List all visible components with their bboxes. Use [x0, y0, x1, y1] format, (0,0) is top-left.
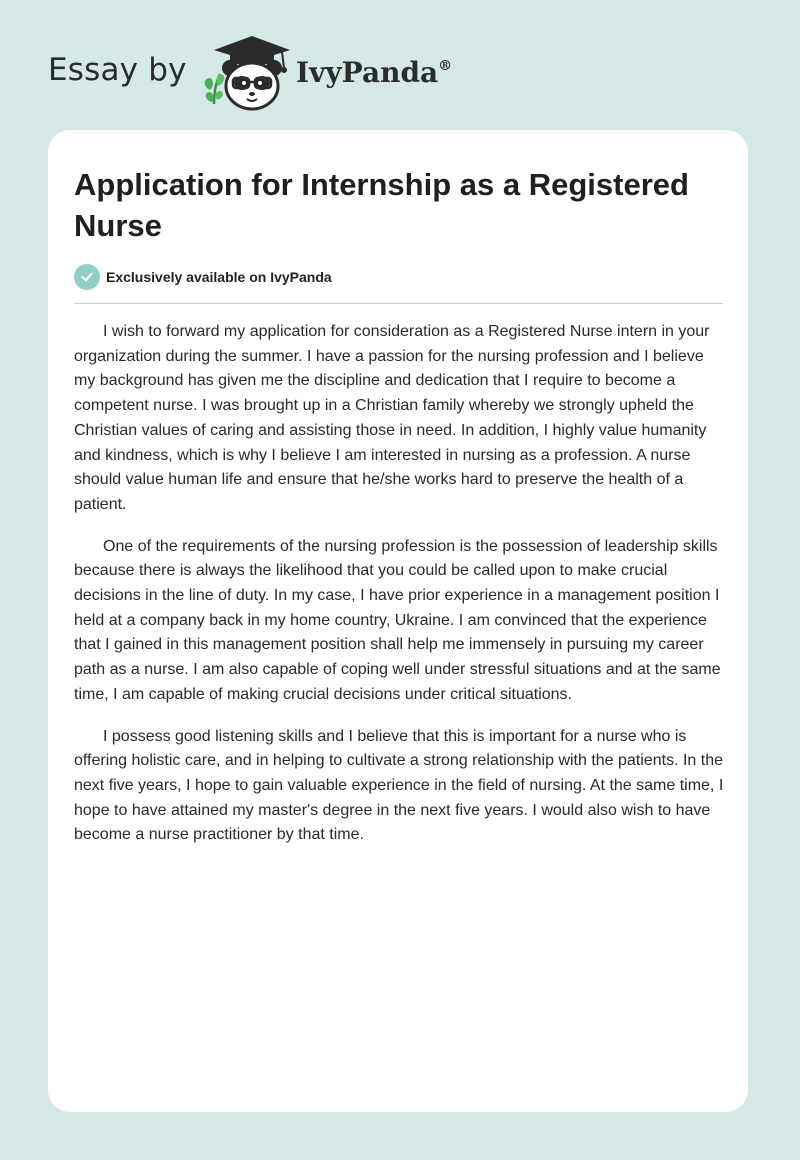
page-title: Application for Internship as a Registered Nurse [74, 167, 689, 243]
panda-graduate-icon[interactable] [200, 34, 294, 112]
essay-body [74, 320, 724, 865]
site-header [48, 34, 508, 114]
paragraph: One of the requirements of the nursing profession is the possession of leadership skills because there is always the likelihood that you could be called upon to make crucial decisions in the line of duty. In my case, I have prior experience in a management position I held at a company back in my home country, Ukraine. I am convinced that the experience that I gained in this management position shall help me immensely in pursuing my career path as a nurse. I am also capable of coping well under stressful situations and at the same time, I am capable of making crucial decisions under critical situations. [74, 537, 721, 703]
paragraph: I wish to forward my application for consideration as a Registered Nurse intern in your organization during the summer. I have a passion for the nursing profession and I believe my background has given me the discipline and dedication that I require to become a competent nurse. I was brought up in a Christian family whereby we strongly upheld the Christian values of caring and assisting those in need. In addition, I highly value humanity and kindness, which is why I believe I am interested in nursing as a profession. A nurse should value human life and ensure that he/she works hard to preserve the health of a patient. [74, 323, 710, 513]
ivy-leaf-icon [205, 74, 225, 104]
registered-mark: ® [438, 58, 453, 74]
badge-label: Exclusively available on IvyPanda [106, 269, 332, 285]
essay-by-label: Essay by [48, 52, 187, 88]
paragraph: I possess good listening skills and I believe that this is important for a nurse who is offering holistic care, and in helping to cultivate a strong relationship with the patients. In the next five years, I hope to gain valuable experience in the field of nursing. At the same time, I hope to have attained my master's degree in the next five years. I would also wish to have become a nurse practitioner by that time. [74, 727, 724, 844]
exclusive-badge [74, 264, 332, 290]
essay-card [48, 130, 748, 1112]
divider [74, 303, 723, 304]
check-icon [74, 264, 100, 290]
brand-name[interactable]: IvyPanda® [296, 56, 453, 89]
